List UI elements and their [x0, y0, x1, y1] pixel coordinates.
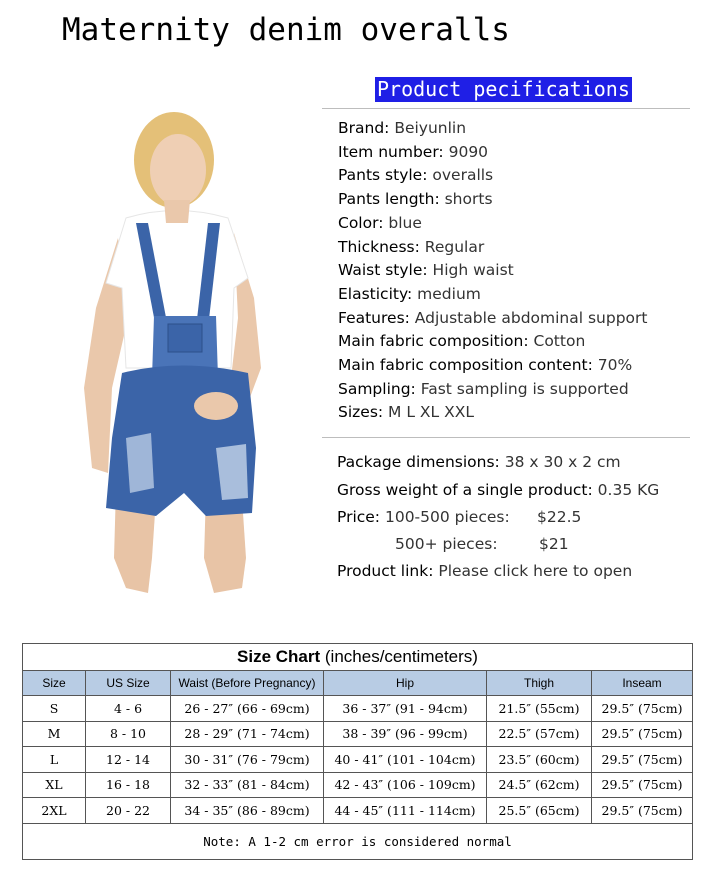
table-cell: 40 - 41″ (101 - 104cm)	[324, 747, 487, 773]
table-cell: 30 - 31″ (76 - 79cm)	[171, 747, 324, 773]
spec-brand: Brand: Beiyunlin	[338, 119, 467, 137]
size-chart-note: Note: A 1-2 cm error is considered normal	[23, 823, 693, 859]
spec-sizes: Sizes: M L XL XXL	[338, 403, 474, 422]
header-cell: Size	[23, 671, 86, 696]
product-link: Product link: Please click here to open	[337, 562, 633, 580]
table-cell: 21.5″ (55cm)	[487, 696, 592, 722]
size-chart-header-row	[23, 671, 693, 696]
table-cell: S	[23, 696, 86, 722]
size-chart-caption: Size Chart (inches/centimeters)	[23, 644, 693, 671]
price-tier-2: 500+ pieces: $21	[395, 535, 569, 553]
spec-fabric-content: Main fabric composition content: 70%	[338, 356, 633, 375]
table-cell: 29.5″ (75cm)	[592, 798, 693, 824]
gross-weight: Gross weight of a single product: 0.35 KG	[337, 481, 660, 499]
spec-heading: Product pecifications	[377, 77, 630, 101]
spec-pants-style: Pants style: overalls	[338, 166, 494, 185]
spec-pants-length: Pants length: shorts	[338, 190, 493, 209]
table-row	[23, 772, 693, 798]
table-cell: 4 - 6	[86, 696, 171, 722]
table-row	[23, 747, 693, 773]
table-cell: 12 - 14	[86, 747, 171, 773]
table-cell: 8 - 10	[86, 721, 171, 747]
header-cell: Thigh	[487, 671, 592, 696]
table-row	[23, 721, 693, 747]
table-cell: 29.5″ (75cm)	[592, 772, 693, 798]
spec-waist-style: Waist style: High waist	[338, 261, 514, 280]
table-cell: 34 - 35″ (86 - 89cm)	[171, 798, 324, 824]
divider-bottom	[322, 437, 690, 438]
table-row	[23, 798, 693, 824]
table-cell: 2XL	[23, 798, 86, 824]
table-cell: 16 - 18	[86, 772, 171, 798]
size-chart-table	[22, 643, 693, 860]
product-photo	[56, 88, 296, 598]
table-cell: 42 - 43″ (106 - 109cm)	[324, 772, 487, 798]
table-cell: M	[23, 721, 86, 747]
header-cell: Hip	[324, 671, 487, 696]
header-cell: US Size	[86, 671, 171, 696]
spec-color: Color: blue	[338, 213, 422, 232]
product-link-text[interactable]: Please click here to open	[438, 562, 633, 580]
spec-fabric: Main fabric composition: Cotton	[338, 332, 586, 351]
price-tier-1: Price: 100-500 pieces: $22.5	[337, 508, 582, 526]
table-cell: 32 - 33″ (81 - 84cm)	[171, 772, 324, 798]
header-cell: Inseam	[592, 671, 693, 696]
page-title: Maternity denim overalls	[62, 12, 510, 48]
divider-top	[322, 108, 690, 109]
table-cell: 25.5″ (65cm)	[487, 798, 592, 824]
table-cell: 38 - 39″ (96 - 99cm)	[324, 721, 487, 747]
package-dimensions: Package dimensions: 38 x 30 x 2 cm	[337, 453, 621, 471]
table-cell: 28 - 29″ (71 - 74cm)	[171, 721, 324, 747]
spec-item-number: Item number: 9090	[338, 142, 489, 161]
spec-list	[338, 117, 648, 425]
table-cell: 29.5″ (75cm)	[592, 696, 693, 722]
table-cell: L	[23, 747, 86, 773]
table-cell: 29.5″ (75cm)	[592, 721, 693, 747]
table-cell: 23.5″ (60cm)	[487, 747, 592, 773]
table-cell: 44 - 45″ (111 - 114cm)	[324, 798, 487, 824]
table-cell: 26 - 27″ (66 - 69cm)	[171, 696, 324, 722]
spec-elasticity: Elasticity: medium	[338, 284, 481, 303]
spec-thickness: Thickness: Regular	[338, 237, 485, 256]
table-cell: 20 - 22	[86, 798, 171, 824]
spec-features: Features: Adjustable abdominal support	[338, 308, 648, 327]
table-row	[23, 696, 693, 722]
spec-sampling: Sampling: Fast sampling is supported	[338, 379, 629, 398]
table-cell: 24.5″ (62cm)	[487, 772, 592, 798]
table-cell: XL	[23, 772, 86, 798]
table-cell: 22.5″ (57cm)	[487, 721, 592, 747]
header-cell: Waist (Before Pregnancy)	[171, 671, 324, 696]
table-cell: 36 - 37″ (91 - 94cm)	[324, 696, 487, 722]
table-cell: 29.5″ (75cm)	[592, 747, 693, 773]
